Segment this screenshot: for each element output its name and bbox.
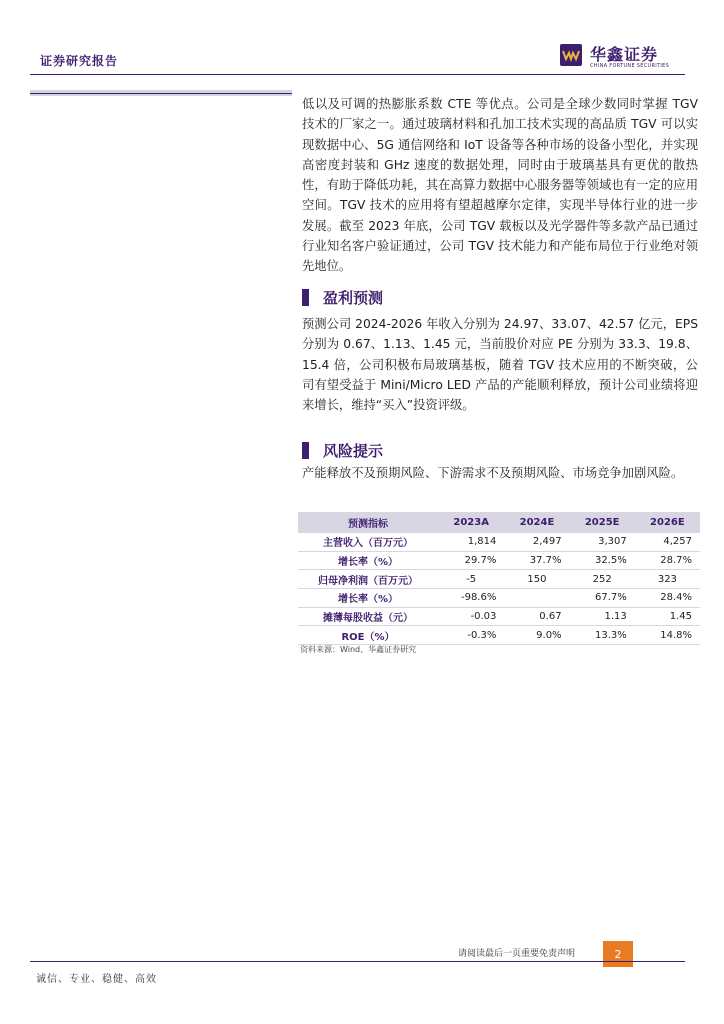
table-cell: 1.13 [570,607,635,626]
section-heading-profit-forecast [302,287,383,308]
table-cell: 9.0% [504,626,569,645]
table-cell: -5 [438,570,504,589]
table-cell: 2,497 [504,533,569,551]
footer-motto: 诚信、专业、稳健、高效 [36,974,157,985]
row-label: ROE（%） [298,626,438,645]
row-label: 主营收入（百万元） [298,533,438,551]
column-header: 2024E [504,512,569,533]
brand-logo-icon [560,44,582,66]
table-cell: 28.7% [635,551,700,570]
table-header-row [298,512,700,533]
table-row [298,533,700,551]
footer-divider [30,961,685,962]
section-heading-risk [302,440,383,461]
table-cell: -0.3% [438,626,504,645]
row-label: 归母净利润（百万元） [298,570,438,589]
table-cell: 4,257 [635,533,700,551]
row-label: 增长率（%） [298,551,438,570]
paragraph-risk: 产能释放不及预期风险、下游需求不及预期风险、市场竞争加剧风险。 [302,466,684,480]
row-label: 摊薄每股收益（元） [298,607,438,626]
table-cell [504,589,569,608]
table-cell: 32.5% [570,551,635,570]
row-label: 增长率（%） [298,589,438,608]
table-cell: 67.7% [570,589,635,608]
header-divider [30,74,685,75]
table-cell: 3,307 [570,533,635,551]
forecast-table [298,512,700,645]
column-header: 2023A [438,512,504,533]
table-row [298,551,700,570]
column-header: 预测指标 [298,512,438,533]
paragraph-tgv-tech: 低以及可调的热膨胀系数 CTE 等优点。公司是全球少数同时掌握 TGV 技术的厂家之一。通过玻璃材料和孔加工技术实现的高品质 TGV 可以实现数据中心、5G 通信网络和 IoT 设备等各种市场的设备小型化，并实现高密度封装和 GHz 速度的数据处理，同时由于玻璃基具有更优的散热性，有助于降低功耗，其在高算力数据中心服务器等领域也有一定的应用空间。TGV 技术的应用将有望超越摩尔定律，实现半导体行业的进一步发展。截至 2023 年底，公司 TGV 载板以及光学器件等多款产品已通过行业知名客户验证通过，公司 TGV 技术能力和产能布局位于行业绝对领先地位。 [302,97,698,274]
paragraph-profit-forecast: 预测公司 2024-2026 年收入分别为 24.97、33.07、42.57 亿元，EPS 分别为 0.67、1.13、1.45 元，当前股价对应 PE 分别为 33.3、19.8、15.4 倍，公司积极布局玻璃基板，随着 TGV 技术应用的不断突破，公司有望受益于 Mini/Micro LED 产品的产能顺利释放，预计公司业绩将迎来增长，维持“买入”投资评级。 [302,317,698,413]
table-cell: 28.4% [635,589,700,608]
section-marker-icon [302,289,309,306]
table-cell: -0.03 [438,607,504,626]
brand-name-cn: 华鑫证券 [590,45,659,64]
section-title: 风险提示 [323,442,384,460]
column-header: 2025E [570,512,635,533]
column-header: 2026E [635,512,700,533]
sidebar-divider [30,93,292,94]
table-row [298,589,700,608]
table-row [298,570,700,589]
brand-name-en: CHINA FORTUNE SECURITIES [590,63,670,69]
section-marker-icon [302,442,309,459]
section-title: 盈利预测 [323,289,384,307]
report-type-label: 证券研究报告 [40,54,119,68]
table-cell: 37.7% [504,551,569,570]
table-cell: 13.3% [570,626,635,645]
table-cell: 14.8% [635,626,700,645]
table-row [298,626,700,645]
table-cell: 1.45 [635,607,700,626]
table-cell: 150 [504,570,569,589]
table-cell: 1,814 [438,533,504,551]
disclaimer-note: 请阅读最后一页重要免责声明 [458,949,576,959]
table-row [298,607,700,626]
page-number: 2 [603,941,633,967]
table-cell: 29.7% [438,551,504,570]
table-cell: -98.6% [438,589,504,608]
table-cell: 323 [635,570,700,589]
table-cell: 0.67 [504,607,569,626]
table-cell: 252 [570,570,635,589]
table-source-note: 资料来源：Wind、华鑫证券研究 [300,645,417,654]
